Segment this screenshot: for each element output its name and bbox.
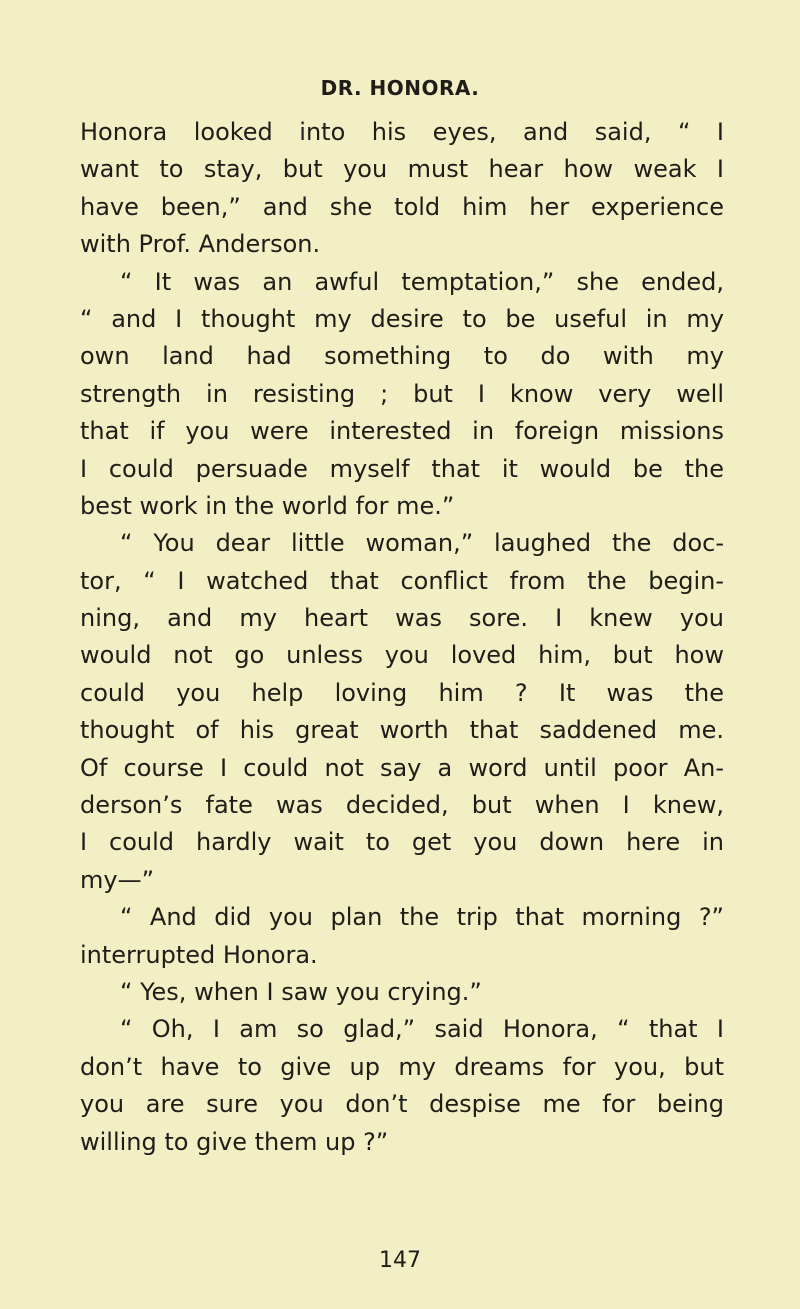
text-line: “ and I thought my desire to be useful in my: [80, 304, 724, 333]
text-line: I could hardly wait to get you down here in: [80, 828, 724, 857]
text-line: with Prof. Anderson.: [80, 230, 321, 259]
text-line: derson’s fate was decided, but when I knew,: [80, 791, 724, 820]
text-line: tor, “ I watched that conflict from the begin-: [80, 566, 724, 595]
text-line: would not go unless you loved him, but how: [80, 641, 724, 670]
text-line: interrupted Honora.: [80, 940, 318, 969]
text-line: that if you were interested in foreign missions: [80, 417, 724, 446]
text-line: ning, and my heart was sore. I knew you: [80, 604, 724, 633]
text-line: have been,” and she told him her experience: [80, 192, 724, 221]
text-line: want to stay, but you must hear how weak I: [80, 155, 724, 184]
text-line: I could persuade myself that it would be the: [80, 454, 724, 483]
body-text: [80, 114, 724, 1161]
text-line: “ Yes, when I saw you crying.”: [120, 977, 482, 1006]
text-line: Of course I could not say a word until poor An-: [80, 753, 724, 782]
text-line: “ It was an awful temptation,” she ended,: [120, 267, 724, 296]
text-line: strength in resisting ; but I know very well: [80, 379, 724, 408]
text-line: own land had something to do with my: [80, 342, 724, 371]
text-line: “ Oh, I am so glad,” said Honora, “ that I: [120, 1015, 724, 1044]
page-number: 147: [379, 1248, 421, 1273]
text-line: best work in the world for me.”: [80, 491, 455, 520]
text-line: “ You dear little woman,” laughed the doc-: [120, 529, 724, 558]
text-line: Honora looked into his eyes, and said, “ I: [80, 118, 724, 146]
text-line: you are sure you don’t despise me for being: [80, 1090, 724, 1119]
text-line: my—”: [80, 865, 155, 894]
text-line: thought of his great worth that saddened me.: [80, 716, 724, 745]
text-line: could you help loving him ? It was the: [80, 678, 724, 707]
text-line: “ And did you plan the trip that morning ?”: [120, 903, 724, 932]
text-line: willing to give them up ?”: [80, 1127, 389, 1156]
text-line: don’t have to give up my dreams for you, but: [80, 1052, 724, 1081]
running-header: DR. HONORA.: [320, 76, 480, 100]
